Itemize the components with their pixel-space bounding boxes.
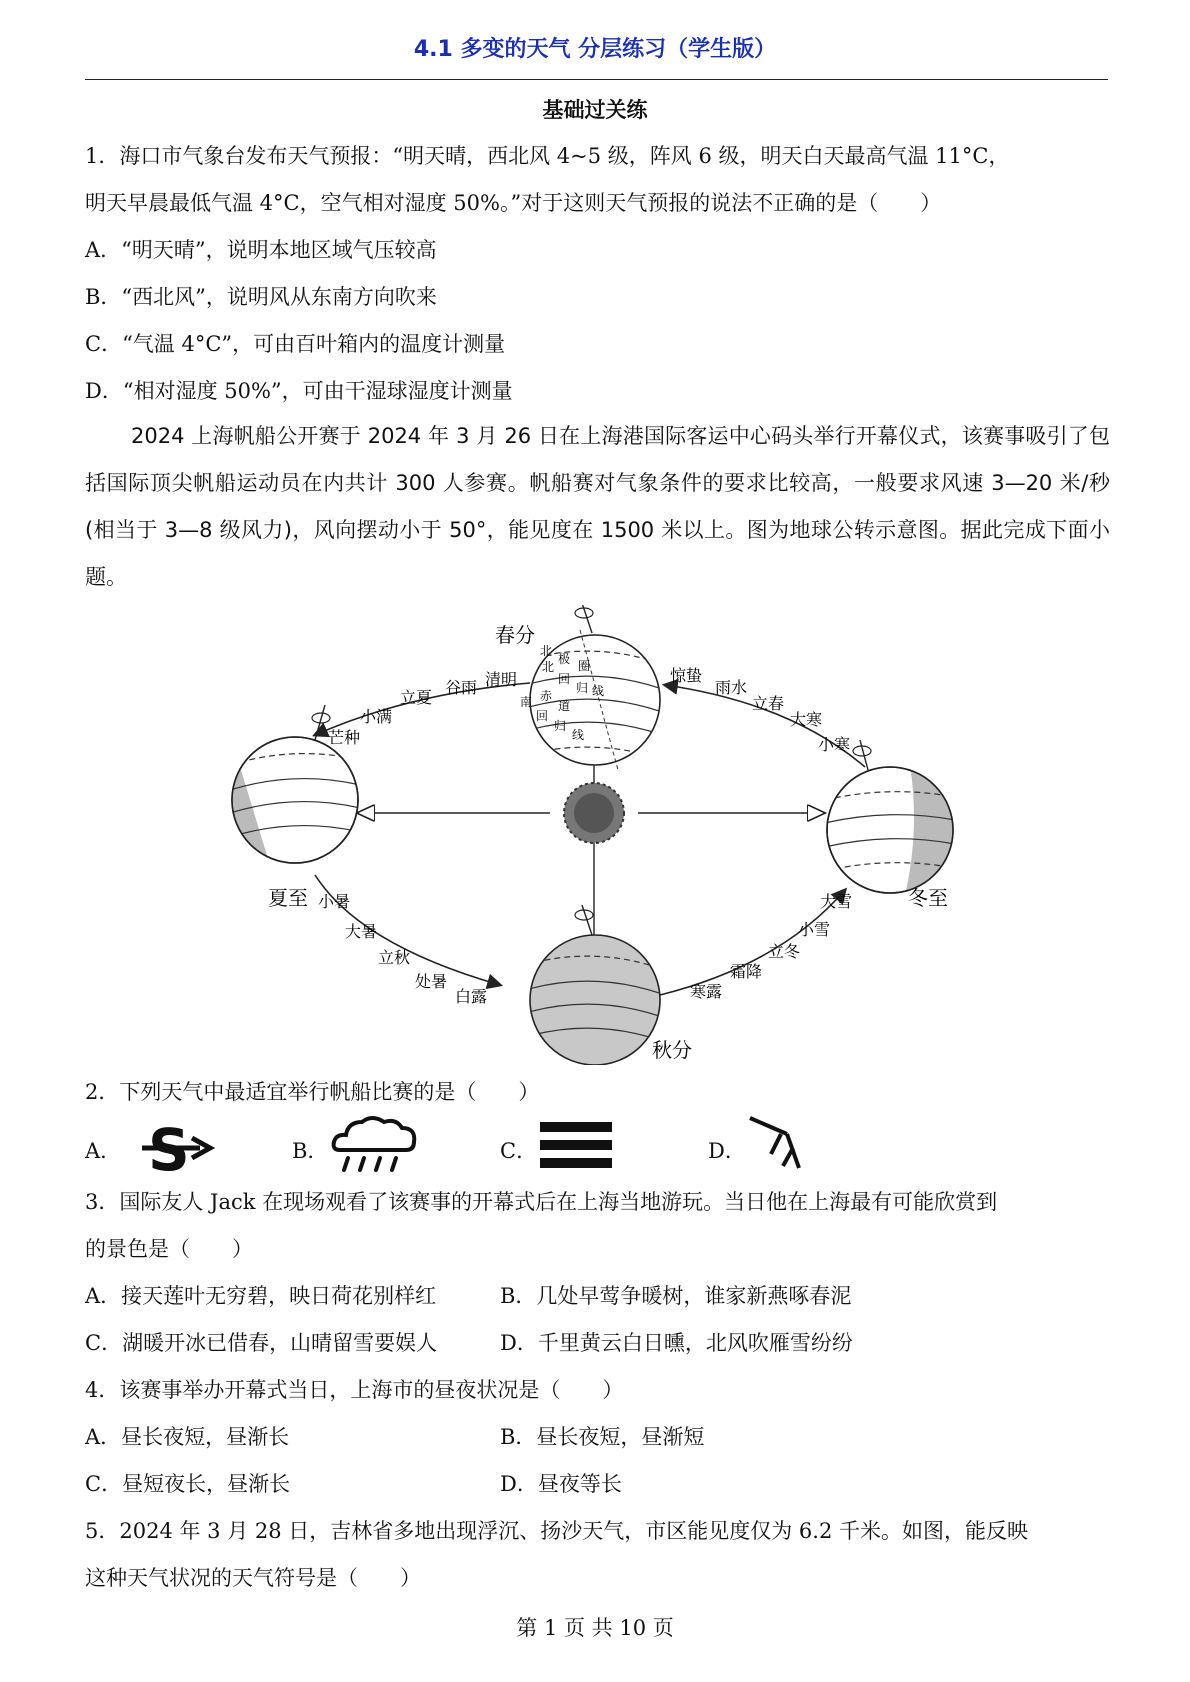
svg-text:小满: 小满 xyxy=(360,707,393,726)
label-autumn: 秋分 xyxy=(652,1038,692,1062)
q4-option-b: B．昼长夜短，昼渐短 xyxy=(500,1425,705,1449)
q1-option-d: D．“相对湿度 50%”，可由干湿球湿度计测量 xyxy=(85,379,513,403)
q3-option-d: D．千里黄云白日曛，北风吹雁雪纷纷 xyxy=(500,1331,853,1355)
q1-stem-line2: 明天早晨最低气温 4°C，空气相对湿度 50%。”对于这则天气预报的说法不正确的是（ ） xyxy=(85,191,942,215)
svg-text:赤: 赤 xyxy=(540,689,553,703)
svg-text:惊蛰: 惊蛰 xyxy=(670,666,703,685)
q1-stem-line1: 1．海口市气象台发布天气预报：“明天晴，西北风 4~5 级，阵风 6 级，明天白天最高气温 11°C， xyxy=(85,144,1010,168)
svg-text:北: 北 xyxy=(542,660,555,674)
svg-text:极: 极 xyxy=(558,652,571,666)
label-spring: 春分 xyxy=(495,623,535,647)
svg-text:大暑: 大暑 xyxy=(345,922,378,941)
svg-text:线: 线 xyxy=(572,728,585,742)
svg-text:道: 道 xyxy=(558,699,571,713)
svg-text:S: S xyxy=(148,1118,190,1176)
wind-barb-symbol-icon xyxy=(745,1112,815,1174)
sandstorm-symbol-icon xyxy=(140,1118,215,1176)
svg-text:回: 回 xyxy=(558,672,571,686)
globe-winter xyxy=(825,740,960,895)
q1-option-a: A．“明天晴”，说明本地区域气压较高 xyxy=(85,238,437,262)
svg-text:回: 回 xyxy=(536,709,549,723)
svg-text:立冬: 立冬 xyxy=(768,942,801,961)
section-title: 基础过关练 xyxy=(542,98,648,122)
q1-option-b: B．“西北风”，说明风从东南方向吹来 xyxy=(85,285,437,309)
svg-text:芒种: 芒种 xyxy=(328,728,361,747)
svg-text:立夏: 立夏 xyxy=(400,688,433,707)
q5-stem-line2: 这种天气状况的天气符号是（ ） xyxy=(85,1566,421,1590)
page-number: 第 1 页 共 10 页 xyxy=(516,1616,674,1640)
svg-text:立秋: 立秋 xyxy=(378,948,411,967)
q3-option-c: C．湖暖开冰已借春，山晴留雪要娱人 xyxy=(85,1331,438,1355)
svg-text:归: 归 xyxy=(554,719,567,733)
earth-revolution-diagram xyxy=(220,605,980,1065)
q4-option-c: C．昼短夜长，昼渐长 xyxy=(85,1472,291,1496)
svg-text:处暑: 处暑 xyxy=(415,972,448,991)
q4-option-a: A．昼长夜短，昼渐长 xyxy=(85,1425,290,1449)
svg-text:霜降: 霜降 xyxy=(730,962,763,981)
q3-option-a: A．接天莲叶无穷碧，映日荷花别样红 xyxy=(85,1284,437,1308)
svg-text:小暑: 小暑 xyxy=(318,892,351,911)
q4-option-d: D．昼夜等长 xyxy=(500,1472,622,1496)
rain-cloud-symbol-icon xyxy=(330,1112,420,1174)
label-winter: 冬至 xyxy=(908,886,948,910)
q3-option-b: B．几处早莺争暖树，谁家新燕啄春泥 xyxy=(500,1284,852,1308)
svg-text:雨水: 雨水 xyxy=(715,678,748,697)
svg-text:圈: 圈 xyxy=(578,659,591,673)
q5-stem-line1: 5．2024 年 3 月 28 日，吉林省多地出现浮沉、扬沙天气，市区能见度仅为 6.2 千米。如图，能反映 xyxy=(85,1519,1029,1543)
q2-option-c-label: C． xyxy=(500,1139,538,1163)
svg-text:大寒: 大寒 xyxy=(790,710,823,729)
svg-text:清明: 清明 xyxy=(485,670,518,689)
svg-text:白露: 白露 xyxy=(455,987,488,1006)
svg-text:归: 归 xyxy=(576,681,589,695)
q1-option-c: C．“气温 4°C”，可由百叶箱内的温度计测量 xyxy=(85,332,506,356)
svg-text:谷雨: 谷雨 xyxy=(445,678,478,697)
svg-text:小雪: 小雪 xyxy=(798,920,831,939)
svg-text:小寒: 小寒 xyxy=(818,735,851,754)
document-title: 4.1 多变的天气 分层练习（学生版） xyxy=(413,37,777,62)
q2-option-d-label: D． xyxy=(708,1139,746,1163)
svg-text:线: 线 xyxy=(592,684,605,698)
q3-stem-line1: 3．国际友人 Jack 在现场观看了该赛事的开幕式后在上海当地游玩。当日他在上海最有可能欣赏到 xyxy=(85,1190,998,1214)
svg-text:南: 南 xyxy=(520,695,533,709)
fog-symbol-icon xyxy=(540,1120,615,1170)
q2-stem: 2．下列天气中最适宜举行帆船比赛的是（ ） xyxy=(85,1080,540,1104)
label-summer: 夏至 xyxy=(268,886,308,910)
q4-stem: 4．该赛事举办开幕式当日，上海市的昼夜状况是（ ） xyxy=(85,1378,624,1402)
globe-autumn xyxy=(525,905,665,1065)
sun-icon xyxy=(564,783,624,843)
svg-text:北: 北 xyxy=(540,644,553,658)
svg-text:立春: 立春 xyxy=(752,694,785,713)
q3-stem-line2: 的景色是（ ） xyxy=(85,1237,253,1261)
header-divider xyxy=(85,79,1108,80)
q2-option-b-label: B． xyxy=(292,1139,329,1163)
svg-text:大雪: 大雪 xyxy=(820,892,853,911)
q2-option-a-label: A． xyxy=(85,1139,122,1163)
svg-text:寒露: 寒露 xyxy=(690,982,723,1001)
reading-passage: 2024 上海帆船公开赛于 2024 年 3 月 26 日在上海港国际客运中心码头举行开幕仪式，该赛事吸引了包括国际顶尖帆船运动员在内共计 300 人参赛。帆船赛对气象条件的要求比较高，一般要求风速 3—20 米/秒(相当于 3—8 级风力)，风向摆动小于 50°，能见度在 1500 米以上。图为地球公转示意图。据此完成下面小题。 xyxy=(85,424,1110,589)
